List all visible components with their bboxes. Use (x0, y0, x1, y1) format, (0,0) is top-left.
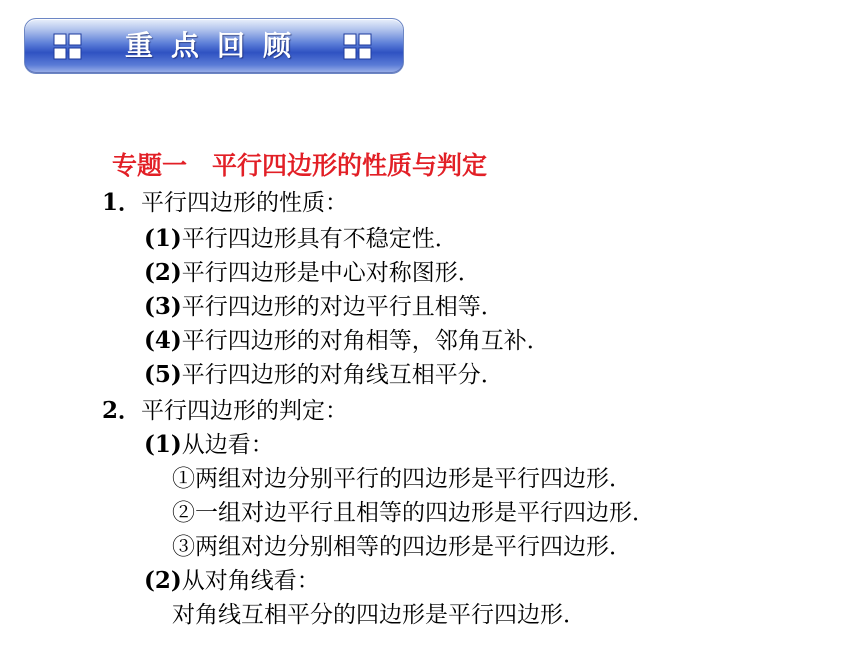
list-item (144, 258, 481, 288)
list-item (102, 188, 348, 218)
list-item (172, 498, 655, 528)
item-number: (1) (144, 431, 182, 458)
list-item (144, 360, 504, 390)
item-number: (2) (144, 567, 182, 594)
list-item (172, 464, 632, 494)
item-text: ①两组对边分别平行的四边形是平行四边形． (172, 466, 632, 492)
item-text: 平行四边形的性质： (141, 190, 349, 216)
item-text: 从对角线看： (181, 568, 320, 594)
list-item (144, 224, 458, 254)
item-text: ③两组对边分别相等的四边形是平行四边形． (172, 534, 632, 560)
item-text: ②一组对边平行且相等的四边形是平行四边形． (172, 500, 655, 526)
item-text: 平行四边形具有不稳定性． (181, 226, 458, 252)
list-item (172, 600, 586, 630)
list-item (102, 396, 348, 426)
item-number: (3) (144, 293, 182, 320)
list-item (144, 566, 320, 596)
list-item (172, 532, 632, 562)
item-number: (1) (144, 225, 182, 252)
item-number: (4) (144, 327, 182, 354)
item-text: 平行四边形的对角线互相平分． (181, 362, 504, 388)
item-text: 平行四边形的判定： (141, 398, 349, 424)
item-number: (2) (144, 259, 182, 286)
section-heading: 专题一 平行四边形的性质与判定 (112, 151, 488, 180)
item-number: (5) (144, 361, 182, 388)
item-text: 平行四边形是中心对称图形． (181, 260, 481, 286)
list-item (144, 326, 550, 356)
item-text: 平行四边形的对边平行且相等． (181, 294, 504, 320)
item-number: 1． (102, 189, 142, 216)
list-item (144, 430, 274, 460)
item-text: 平行四边形的对角相等，邻角互补． (181, 328, 550, 354)
list-item (144, 292, 504, 322)
item-number: 2． (102, 397, 142, 424)
banner-title: 重点回顾 (124, 29, 309, 62)
item-text: 从边看： (181, 432, 274, 458)
item-text: 对角线互相平分的四边形是平行四边形． (172, 602, 586, 628)
